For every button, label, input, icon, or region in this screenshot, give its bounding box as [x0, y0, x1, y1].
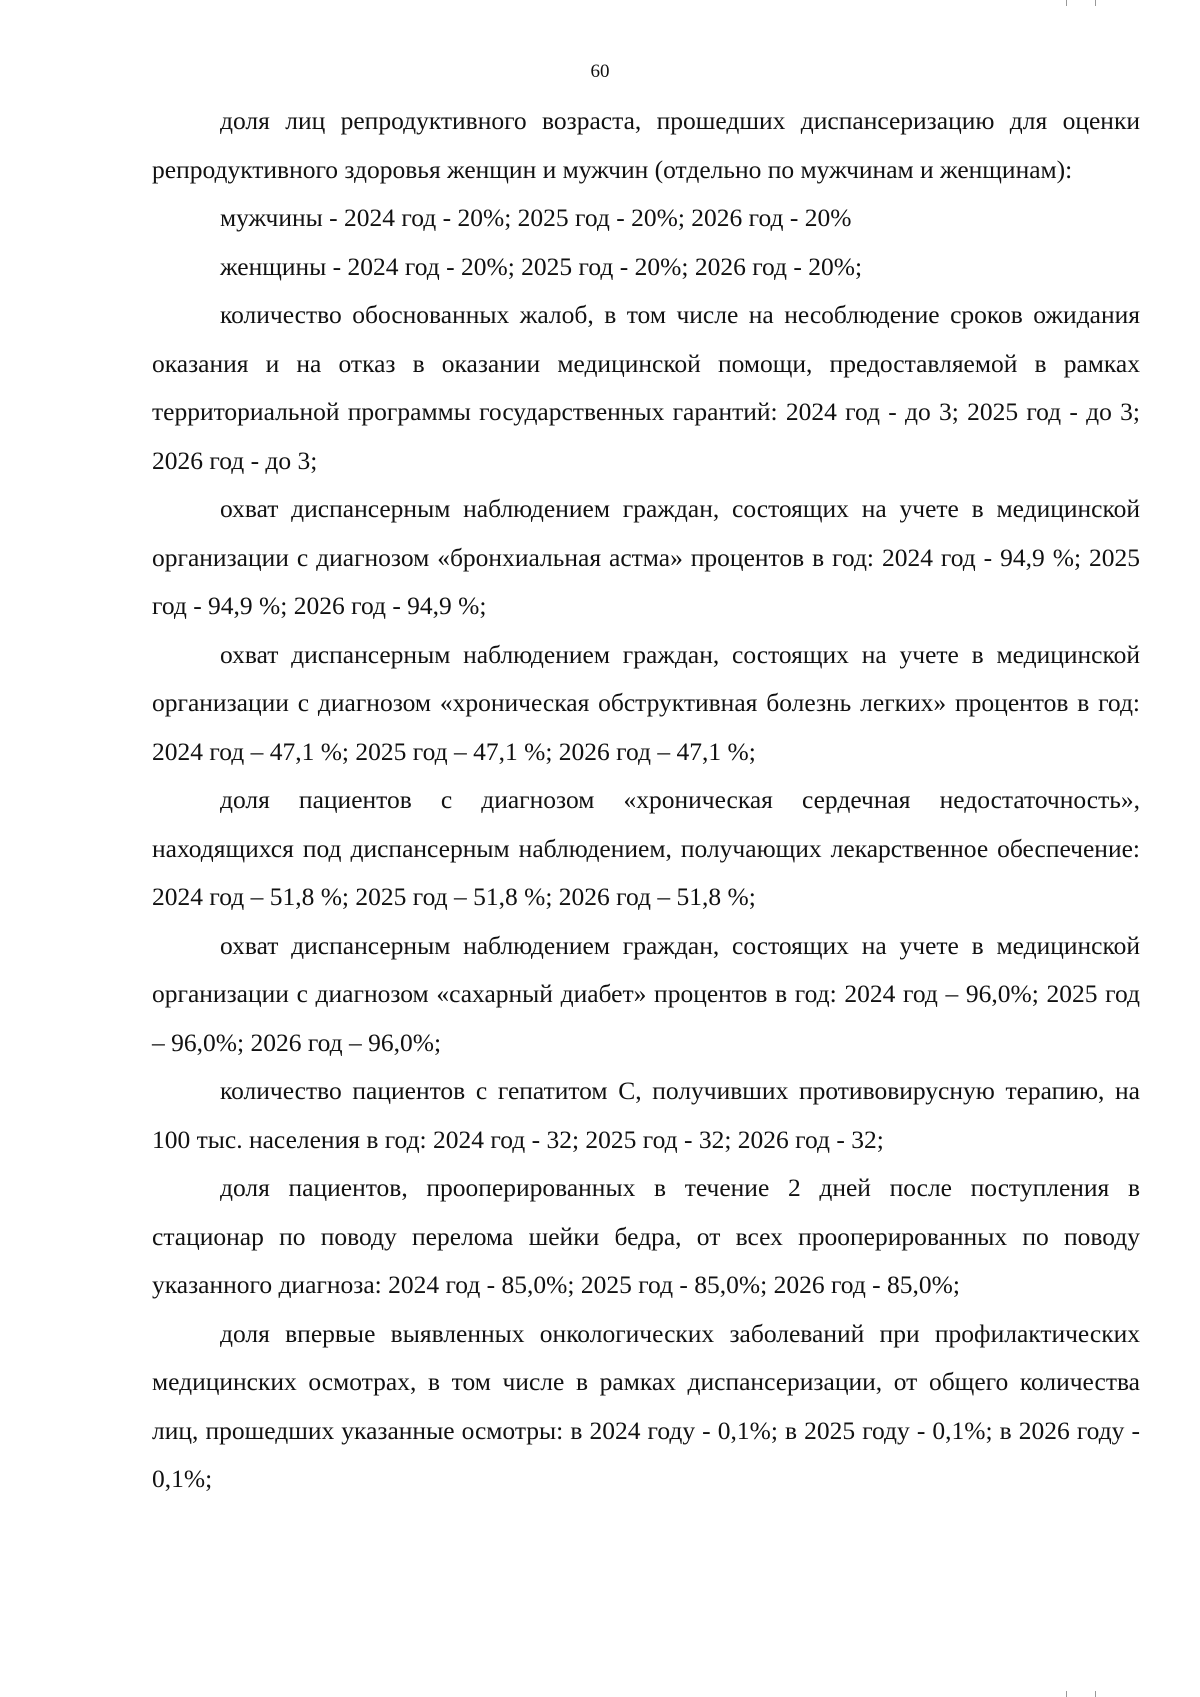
paragraph-heart-failure: доля пациентов с диагнозом «хроническая сердечная недостаточность», находящихся под диспансерным наблюдением, получающих лекарственное обеспечение: 2024 год – 51,8 %; 2025 год – 51,8 %; 2026 год – 51,8 %; — [152, 785, 1140, 911]
paragraph-oncology-detection: доля впервые выявленных онкологических заболеваний при профилактических медицинских осмотрах, в том числе в рамках диспансеризации, от общего количества лиц, прошедших указанные осмотры: в 2024 году - 0,1%; в 2025 году - 0,1%; в 2026 году - 0,1%; — [152, 1318, 1140, 1493]
paragraph-reproductive-age-screening: доля лиц репродуктивного возраста, прошедших диспансеризацию для оценки репродуктивного здоровья женщин и мужчин (отдельно по мужчинам и женщинам): — [152, 106, 1140, 184]
paragraph-men-rates: мужчины - 2024 год - 20%; 2025 год - 20%; 2026 год - 20% — [220, 203, 852, 232]
paragraph-justified-complaints: количество обоснованных жалоб, в том числе на несоблюдение сроков ожидания оказания и на отказ в оказании медицинской помощи, предоставляемой в рамках территориальной программы государственных гарантий: 2024 год - до 3; 2025 год - до 3; 2026 год - до 3; — [152, 300, 1140, 475]
paragraph-hip-fracture: доля пациентов, прооперированных в течение 2 дней после поступления в стационар по поводу перелома шейки бедра, от всех прооперированных по поводу указанного диагноза: 2024 год - 85,0%; 2025 год - 85,0%; 2026 год - 85,0%; — [152, 1173, 1140, 1299]
paragraph-bronchial-asthma: охват диспансерным наблюдением граждан, состоящих на учете в медицинской организации с диагнозом «бронхиальная астма» процентов в год: 2024 год - 94,9 %; 2025 год - 94,9 %; 2026 год - 94,9 %; — [152, 494, 1140, 620]
paragraph-diabetes: охват диспансерным наблюдением граждан, состоящих на учете в медицинской организации с диагнозом «сахарный диабет» процентов в год: 2024 год – 96,0%; 2025 год – 96,0%; 2026 год – 96,0%; — [152, 930, 1140, 1057]
paragraph-women-rates: женщины - 2024 год - 20%; 2025 год - 20%; 2026 год - 20%; — [220, 251, 863, 281]
page-number: 60 — [590, 61, 610, 82]
paragraph-hepatitis-c: количество пациентов с гепатитом С, получивших противовирусную терапию, на 100 тыс. населения в год: 2024 год - 32; 2025 год - 32; 2026 год - 32; — [152, 1076, 1140, 1154]
scan-edge-mark-bottom — [1066, 1691, 1096, 1697]
paragraph-copd: охват диспансерным наблюдением граждан, состоящих на учете в медицинской организации с диагнозом «хроническая обструктивная болезнь легких» процентов в год: 2024 год – 47,1 %; 2025 год – 47,1 %; 2026 год – 47,1 %; — [152, 639, 1140, 766]
scan-edge-mark-top — [1066, 0, 1096, 6]
document-body — [152, 97, 1140, 1504]
